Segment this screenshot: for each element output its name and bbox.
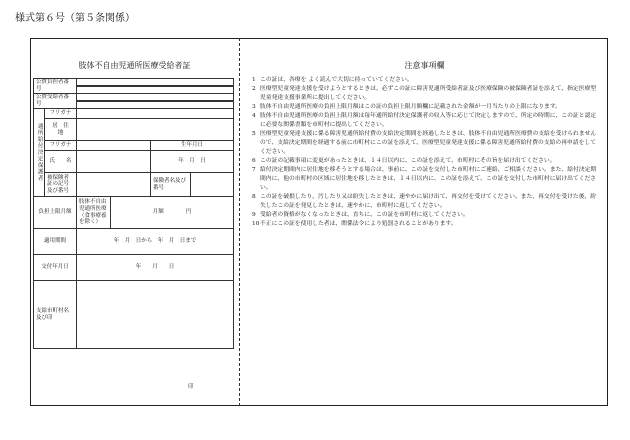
note-item <box>252 112 598 130</box>
note-text: この証の記載事項に変更があったときは、１４日以内に、この証を添えて、市町村にその旨を届け出てください。 <box>260 157 556 164</box>
monthly-limit-sub-label: 肢体不自由児通所医療（食事療養を除く） <box>77 197 111 229</box>
name-label: 氏 名 <box>45 151 77 173</box>
note-number: 8 <box>252 193 256 200</box>
note-item <box>252 166 598 193</box>
payer-number-label: 公費負担者番号 <box>34 79 77 94</box>
note-number: 10 <box>252 220 260 227</box>
issue-date-field[interactable]: 年 月 日 <box>77 255 234 281</box>
note-number: 2 <box>252 85 256 92</box>
certificate-form <box>33 78 234 349</box>
guardian-side-label: 通所給付決定保護者 <box>36 123 43 182</box>
certificate-title: 肢体不自由児通所医療受給者証 <box>78 61 191 70</box>
furigana-address-label: フリガナ <box>45 109 77 119</box>
period-field[interactable]: 年 月 日から 年 月 日まで <box>77 229 234 255</box>
note-text: この証は、各療を よく読んで大切に持っていてください。 <box>260 77 413 83</box>
municipality-label: 支給市町村名及び印 <box>34 281 77 349</box>
note-text: 受給者の資格がなくなったときは、直ちに、この証を市町村に返してください。 <box>260 211 469 218</box>
notes-list <box>252 76 598 229</box>
furigana-name-label: フリガナ <box>45 141 77 151</box>
note-item <box>252 157 598 166</box>
note-item <box>252 211 598 220</box>
note-text: 肢体不自由児通所医療の負担上限月額はこの証の負担上限月額欄に記載された金額が一月当たりの上限になります。 <box>260 103 561 110</box>
address-label: 居 住 地 <box>45 119 77 141</box>
insurance-card-label: 被保険者証の記号及び番号 <box>45 173 77 197</box>
note-item <box>252 76 598 85</box>
period-label: 適用期間 <box>34 229 77 255</box>
monthly-limit-label: 負担上限月額 <box>34 197 77 229</box>
note-item <box>252 193 598 211</box>
note-number: 9 <box>252 211 256 218</box>
furigana-address-field[interactable] <box>77 109 234 119</box>
note-item <box>252 130 598 157</box>
address-field[interactable] <box>77 119 234 141</box>
note-number: 4 <box>252 112 256 119</box>
note-item <box>252 85 598 103</box>
municipality-field[interactable] <box>77 281 234 349</box>
note-number: 3 <box>252 103 256 110</box>
monthly-amount-field[interactable]: 月額 円 <box>111 197 234 229</box>
birth-date-field[interactable]: 年 月 日 <box>151 151 234 173</box>
issue-date-label: 交付年月日 <box>34 255 77 281</box>
recipient-number-label: 公費受給者番号 <box>34 94 77 109</box>
fold-line <box>239 38 240 406</box>
birth-date-label: 生年月日 <box>151 141 234 151</box>
note-number: 1 <box>252 77 256 83</box>
recipient-number-boxes[interactable] <box>77 94 234 109</box>
note-number: 7 <box>252 166 256 173</box>
note-text: 給付決定期間内に居住地を移そうとする場合は、事前に、この証を交付した市町村にご連絡、ご相談ください。また、給付決定期間内に、他の市町村の区域に居住地を移したときは、１４日以内に、この証を添えて、この証を交付した市町村に届け出てください。 <box>260 166 597 191</box>
certificate-table <box>33 78 234 349</box>
note-text: 不正にこの証を使用した者は、関係法令により処罰されることがあります。 <box>260 220 457 227</box>
seal-mark: 印 <box>188 384 194 390</box>
note-text: 医療型児童発達支援を受けようとするときは、必ずこの証に障害児通所受給者証及び医療保険の被保険者証を添えて、指定医療型児童発達支援事業所に提出してください。 <box>260 85 597 101</box>
note-text: 医療型児童発達支援に係る障害児通所給付費の支給決定期間を経過したときは、肢体不自由児通所医療費の支給を受けられませんので、支給決定期間を経過する前に市町村にこの証を添えて、医療型児童発達支援に係る障害児通所給付費の支給の再申請をしてください。 <box>260 130 597 155</box>
note-item <box>252 103 598 112</box>
note-text: 肢体不自由児通所医療の負担上限月額は毎年通所給付決定保護者の収入等に応じて決定しますので、所定の時期に、この証と認定に必要な関係書類を市町村に提出してください。 <box>260 112 597 128</box>
payer-number-boxes[interactable] <box>77 79 234 94</box>
insurance-card-field[interactable] <box>77 173 151 197</box>
notes-title: 注意事項欄 <box>404 61 445 70</box>
form-number-label: 様式第６号（第５条関係） <box>15 13 135 24</box>
note-text: この証を破損したり、汚したり又は紛失したときは、速やかに届け出て、再交付を受けてください。また、再交付を受けた後、紛失したこの証を発見したときは、速やかに、市町村に返してください。 <box>260 193 597 209</box>
insurer-field[interactable] <box>191 173 234 197</box>
guardian-side-label-cell <box>34 109 45 197</box>
note-number: 6 <box>252 157 256 164</box>
note-number: 5 <box>252 130 256 137</box>
note-item <box>252 220 598 229</box>
insurer-label: 保険者名及び番号 <box>151 173 191 197</box>
furigana-name-field[interactable] <box>77 141 151 151</box>
name-field[interactable] <box>77 151 151 173</box>
